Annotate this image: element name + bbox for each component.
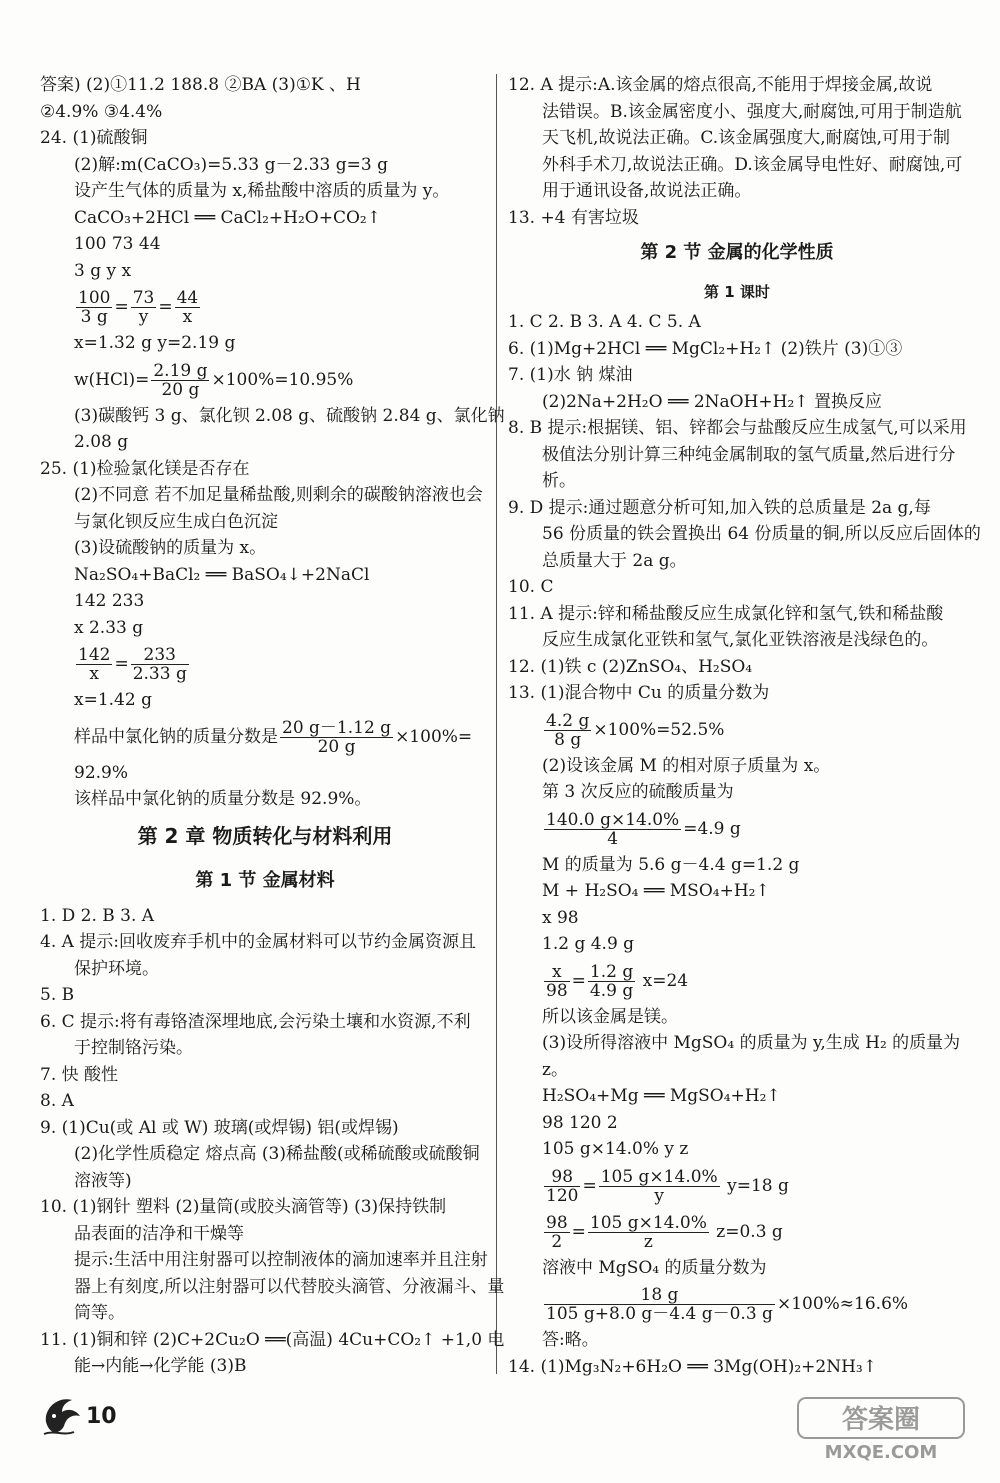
text-line: 8. A	[40, 1091, 74, 1111]
fraction-denominator: 105 g+8.0 g－4.4 g－0.3 g	[546, 1304, 773, 1324]
text-line: 5. B	[40, 985, 75, 1005]
formula-suffix: =4.9 g	[683, 818, 741, 839]
fraction-numerator: 1.2 g	[589, 961, 634, 982]
text-line: 6. (1)Mg+2HCl ══ MgCl₂+H₂↑ (2)铁片 (3)①③	[508, 338, 903, 359]
text-line: 法错误。B.该金属密度小、强度大,耐腐蚀,可用于制造航	[542, 101, 962, 122]
text-line: 11. (1)铜和锌 (2)C+2Cu₂O ══(高温) 4Cu+CO₂↑ +1,0 电	[40, 1329, 505, 1350]
fraction	[544, 1286, 775, 1323]
text-line: 反应生成氯化亚铁和氢气,氯化亚铁溶液是浅绿色的。	[542, 630, 939, 650]
svg-text:MXQE.COM: MXQE.COM	[824, 1442, 938, 1463]
fraction-numerator: 18 g	[544, 1286, 775, 1305]
fraction-numerator: 105 g×14.0%	[589, 1212, 707, 1233]
text-line: 该样品中氯化钠的质量分数是 92.9%。	[74, 789, 372, 809]
text-line: 8. B 提示:根据镁、铝、锌都会与盐酸反应生成氢气,可以采用	[508, 418, 967, 438]
watermark-logo	[796, 1396, 966, 1466]
fraction	[280, 719, 393, 756]
text-line: (2)化学性质稳定 熔点高 (3)稀盐酸(或稀硫酸或硫酸铜	[74, 1144, 480, 1164]
fraction	[76, 289, 112, 326]
formula-line	[508, 958, 966, 1004]
text-line: 答:略。	[542, 1330, 599, 1350]
text-line: (3)设所得溶液中 MgSO₄ 的质量为 y,生成 H₂ 的质量为	[542, 1033, 961, 1053]
formula-separator: =	[571, 1221, 586, 1242]
text-line: 56 份质量的铁会置换出 64 份质量的铜,所以反应后固体的	[542, 524, 981, 544]
fraction-denominator: 4	[607, 828, 619, 849]
formula-suffix: ×100%=	[395, 726, 473, 747]
fraction	[588, 1214, 709, 1251]
text-line: 13. +4 有害垃圾	[508, 207, 639, 228]
fraction	[544, 712, 591, 749]
chapter-heading: 第 2 章 物质转化与材料利用	[137, 823, 393, 848]
text-line: 9. D 提示:通过题意分析可知,加入铁的总质量是 2a g,每	[508, 497, 931, 518]
text-line: 天飞机,故说法正确。C.该金属强度大,耐腐蚀,可用于制	[542, 128, 951, 148]
fraction-denominator: 20 g	[317, 736, 356, 757]
text-line: (2)不同意 若不加足量稀盐酸,则剩余的碳酸钠溶液也会	[74, 485, 483, 505]
text-line: H₂SO₄+Mg ══ MgSO₄+H₂↑	[542, 1086, 781, 1106]
section-heading: 第 1 节 金属材料	[195, 869, 335, 891]
fraction-denominator: 20 g	[161, 379, 200, 400]
text-line: (2)设该金属 M 的相对原子质量为 x。	[542, 755, 831, 776]
fraction	[76, 646, 112, 683]
fraction	[544, 811, 681, 848]
column-divider	[496, 74, 497, 1374]
fraction-numerator: 4.2 g	[546, 710, 590, 731]
formula-separator: =	[114, 297, 129, 317]
formula-line	[508, 1163, 966, 1209]
text-line: 保护环境。	[74, 958, 159, 979]
fraction-numerator: 100	[78, 288, 111, 308]
text-line: M + H₂SO₄ ══ MSO₄+H₂↑	[542, 881, 770, 901]
text-line: 6. C 提示:将有毒铬渣深埋地底,会污染土壤和水资源,不利	[40, 1011, 471, 1032]
text-line: (2)2Na+2H₂O ══ 2NaOH+H₂↑ 置换反应	[542, 391, 882, 412]
fraction-numerator: 142	[78, 645, 111, 665]
formula-separator: =	[582, 1175, 597, 1196]
text-line: z。	[542, 1059, 568, 1080]
text-line: 11. A 提示:锌和稀盐酸反应生成氯化锌和氢气,铁和稀盐酸	[508, 603, 944, 624]
text-line: 14. (1)Mg₃N₂+6H₂O ══ 3Mg(OH)₂+2NH₃↑	[508, 1356, 877, 1377]
text-line: 器上有刻度,所以注射器可以代替胶头滴管、分液漏斗、量	[74, 1276, 505, 1297]
fraction-numerator: 98	[546, 1212, 568, 1233]
text-line: 12. A 提示:A.该金属的熔点很高,不能用于焊接金属,故说	[508, 75, 933, 95]
text-line: 98 120 2	[542, 1112, 618, 1133]
fraction-numerator: 98	[544, 1168, 580, 1187]
fraction-denominator: 8 g	[554, 729, 582, 750]
fraction-denominator: 98	[546, 980, 568, 1001]
text-line: 溶液等)	[74, 1170, 132, 1191]
text-line: (2)解:m(CaCO₃)=5.33 g－2.33 g=3 g	[74, 154, 388, 175]
page-number: 10	[86, 1404, 117, 1429]
text-line: 所以该金属是镁。	[542, 1006, 678, 1027]
text-line: 品表面的洁净和干燥等	[74, 1223, 244, 1244]
subsection-heading: 第 1 课时	[704, 283, 770, 301]
text-line: 设产生气体的质量为 x,稀盐酸中溶质的质量为 y。	[74, 181, 450, 201]
fraction-denominator: x	[89, 664, 100, 684]
fraction	[151, 362, 209, 399]
text-line: 能→内能→化学能 (3)B	[74, 1356, 247, 1376]
text-line: 与氯化钡反应生成白色沉淀	[74, 511, 278, 532]
text-line: 总质量大于 2a g。	[542, 550, 687, 571]
text-line: 92.9%	[74, 762, 129, 783]
fraction-numerator: 2.19 g	[153, 360, 208, 381]
formula-prefix: w(HCl)=	[74, 369, 150, 390]
text-line: x 98	[542, 907, 579, 928]
text-line: 极值法分别计算三种纯金属制取的氢气质量,然后进行分	[542, 444, 956, 465]
fraction	[175, 289, 201, 326]
formula-separator: =	[571, 970, 586, 991]
formula-line	[40, 641, 490, 687]
text-line: 1. D 2. B 3. A	[40, 905, 155, 926]
text-line: Na₂SO₄+BaCl₂ ══ BaSO₄↓+2NaCl	[74, 564, 370, 585]
text-line: 析。	[542, 471, 576, 491]
text-line: 1.2 g 4.9 g	[542, 934, 635, 954]
fraction-numerator: x	[544, 963, 570, 982]
fraction-denominator: 120	[546, 1185, 579, 1206]
fraction-denominator: y	[138, 307, 149, 327]
formula-line	[40, 284, 490, 330]
text-line: 9. (1)Cu(或 Al 或 W) 玻璃(或焊锡) 铝(或焊锡)	[40, 1117, 399, 1138]
text-line: 10. (1)钢针 塑料 (2)量筒(或胶头滴管等) (3)保持铁制	[40, 1197, 447, 1217]
text-line: 筒等。	[74, 1303, 125, 1323]
text-line: 提示:生活中用注射器可以控制液体的滴加速率并且注射	[74, 1250, 488, 1270]
formula-suffix: y=18 g	[721, 1175, 789, 1196]
text-line: M 的质量为 5.6 g－4.4 g=1.2 g	[542, 854, 800, 875]
fraction-numerator: 233	[131, 646, 189, 665]
fraction	[131, 646, 189, 683]
text-line: 100 73 44	[74, 234, 161, 254]
fraction-denominator: 3 g	[80, 307, 108, 327]
text-line: 1. C 2. B 3. A 4. C 5. A	[508, 312, 701, 332]
formula-line	[508, 1281, 966, 1327]
fraction	[599, 1168, 720, 1205]
formula-suffix: ×100%=52.5%	[593, 719, 725, 740]
fraction-denominator: x	[182, 307, 193, 327]
text-line: 13. (1)混合物中 Cu 的质量分数为	[508, 683, 770, 703]
fraction-numerator: 20 g－1.12 g	[282, 717, 392, 738]
text-line: 12. (1)铁 c (2)ZnSO₄、H₂SO₄	[508, 656, 753, 677]
text-line: 25. (1)检验氯化镁是否存在	[40, 458, 250, 479]
formula-suffix: ×100%≈16.6%	[776, 1294, 909, 1314]
formula-suffix: ×100%=10.95%	[211, 369, 354, 390]
text-line: (3)碳酸钙 3 g、氯化钡 2.08 g、硫酸钠 2.84 g、氯化钠	[74, 405, 505, 426]
text-line: 于控制铬污染。	[74, 1038, 193, 1058]
fraction-denominator: y	[654, 1185, 664, 1206]
text-line: 24. (1)硫酸铜	[40, 128, 148, 148]
formula-line	[508, 707, 966, 753]
text-line: 溶液中 MgSO₄ 的质量分数为	[542, 1257, 767, 1278]
fraction-numerator: 140.0 g×14.0%	[546, 809, 680, 830]
formula-separator: =	[114, 654, 129, 674]
formula-suffix: x=24	[637, 970, 689, 991]
text-line: 7. 快 酸性	[40, 1064, 119, 1085]
formula-line	[40, 714, 490, 760]
text-line: 第 3 次反应的硫酸质量为	[542, 782, 734, 802]
right-column	[508, 72, 981, 1380]
formula-line	[508, 1209, 966, 1255]
text-line: 2.08 g	[74, 432, 129, 452]
fraction	[588, 963, 635, 1000]
svg-text:答案圈: 答案圈	[841, 1405, 921, 1435]
fraction	[544, 1214, 570, 1251]
text-line: 7. (1)水 钠 煤油	[508, 365, 633, 385]
text-line: 3 g y x	[74, 260, 132, 281]
formula-prefix: 样品中氯化钠的质量分数是	[74, 726, 278, 747]
text-line: 105 g×14.0% y z	[542, 1139, 689, 1159]
text-line: 用于通讯设备,故说法正确。	[542, 181, 752, 201]
formula-suffix: z=0.3 g	[710, 1221, 783, 1242]
text-line: CaCO₃+2HCl ══ CaCl₂+H₂O+CO₂↑	[74, 207, 381, 228]
page-footer	[40, 1392, 960, 1462]
formula-line	[40, 357, 490, 403]
fraction-numerator: 105 g×14.0%	[600, 1166, 718, 1187]
left-column	[40, 72, 505, 1380]
fraction	[131, 289, 157, 326]
text-line: 10. C	[508, 577, 554, 597]
fraction-numerator: 44	[176, 288, 199, 308]
text-line: 142 233	[74, 591, 145, 611]
text-line: 4. A 提示:回收废弃手机中的金属材料可以节约金属资源且	[40, 932, 477, 952]
text-line: 答案) (2)①11.2 188.8 ②BA (3)①K 、H	[40, 75, 361, 95]
text-line: 外科手术刀,故说法正确。D.该金属导电性好、耐腐蚀,可	[542, 154, 963, 175]
fraction-denominator: 4.9 g	[589, 980, 634, 1001]
section-heading: 第 2 节 金属的化学性质	[640, 242, 834, 263]
text-line: ②4.9% ③4.4%	[40, 101, 163, 122]
fraction-numerator: 73	[132, 288, 155, 308]
text-line: (3)设硫酸钠的质量为 x。	[74, 538, 267, 558]
text-line: x=1.32 g y=2.19 g	[74, 333, 236, 353]
formula-separator: =	[158, 297, 173, 317]
fraction	[544, 1168, 580, 1205]
dolphin-icon	[40, 1392, 84, 1440]
text-line: x=1.42 g	[74, 690, 152, 710]
text-line: x 2.33 g	[74, 617, 144, 638]
fraction-denominator: z	[643, 1231, 653, 1252]
fraction	[544, 963, 570, 1000]
fraction-denominator: 2.33 g	[132, 664, 187, 684]
fraction-denominator: 2	[551, 1231, 563, 1252]
formula-line	[508, 806, 966, 852]
